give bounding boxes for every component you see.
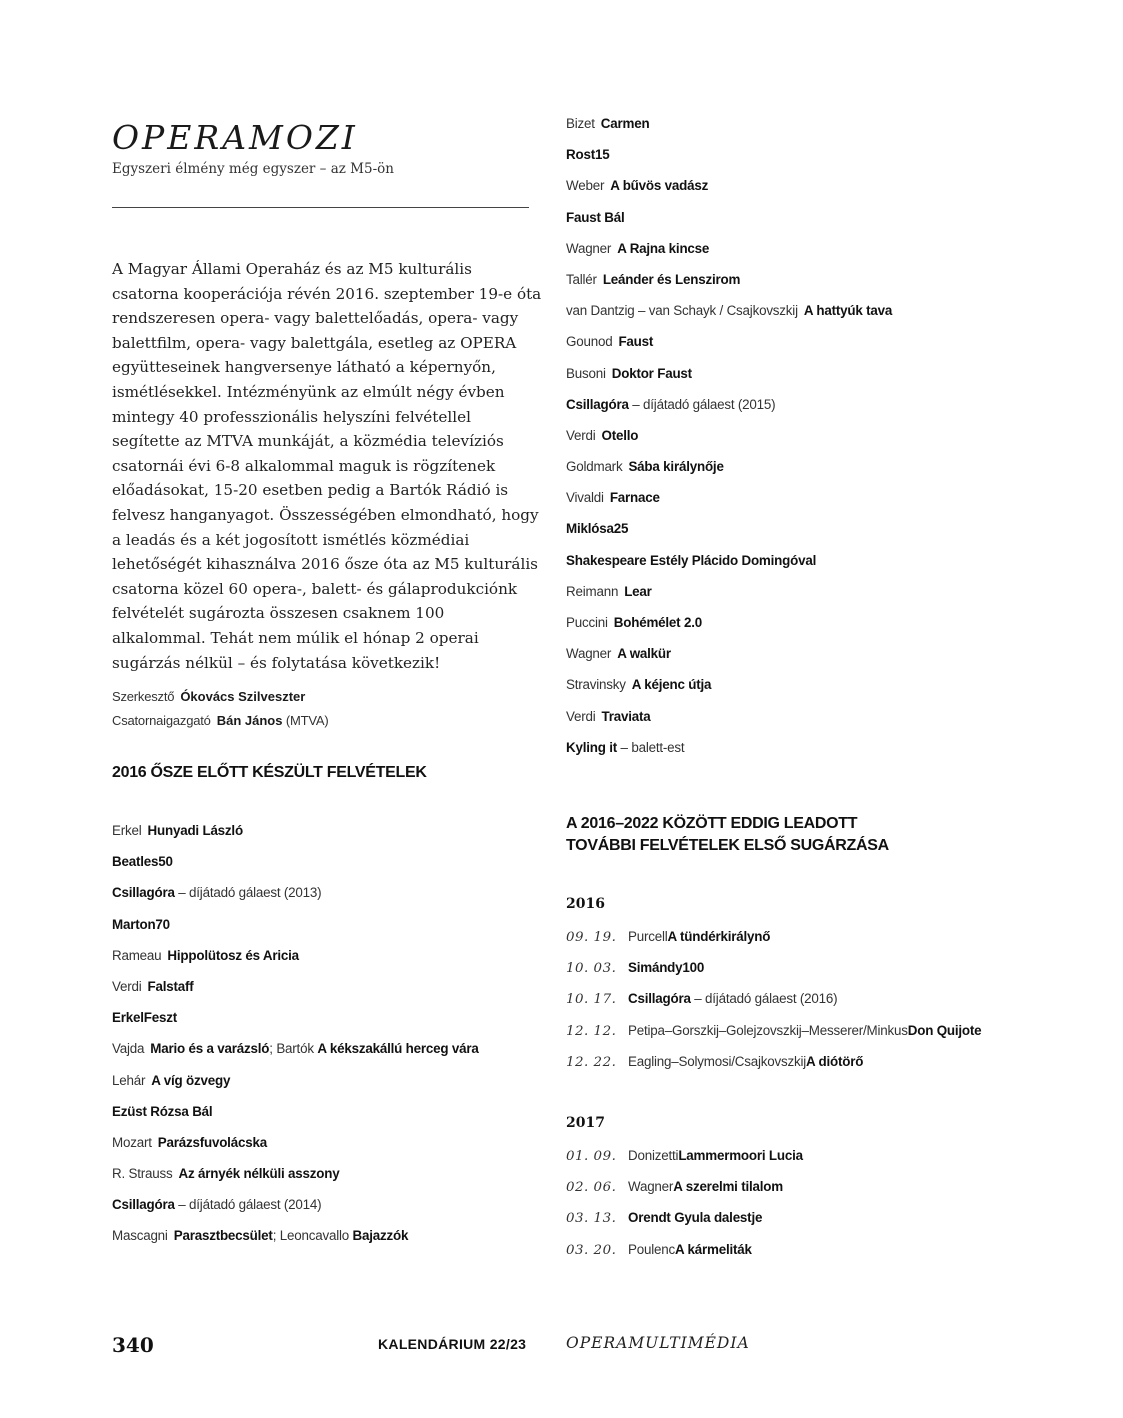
work-title: Sába királynője <box>628 459 724 475</box>
broadcast-date: 01. 09. <box>566 1149 617 1164</box>
work-title: Rost15 <box>566 147 610 163</box>
credit-label: Szerkesztő <box>112 689 175 704</box>
work-title: Csillagóra <box>112 1197 175 1213</box>
composer-or-note: Erkel <box>112 823 142 838</box>
work-title: Orendt Gyula dalestje <box>628 1210 763 1226</box>
list-item <box>566 926 1026 957</box>
composer-or-note: – díjátadó gálaest (2013) <box>174 885 322 901</box>
list-item <box>566 518 1026 549</box>
list-item <box>566 737 1026 768</box>
work-title: Lear <box>624 583 652 599</box>
composer-or-note: Busoni <box>566 365 606 381</box>
composer-or-note: Petipa–Gorszkij–Golejzovszkij–Messerer/Minkus <box>628 1022 908 1038</box>
credit-name: Ókovács Szilveszter <box>180 689 306 704</box>
credit-label: Csatornaigazgató <box>112 713 211 728</box>
work-title: Don Quijote <box>907 1022 982 1038</box>
list-item <box>566 1176 1026 1207</box>
list-item <box>566 175 1026 206</box>
list-item <box>566 331 1026 362</box>
broadcast-date: 02. 06. <box>566 1180 617 1196</box>
composer-or-note: ; Leoncavallo <box>272 1228 353 1244</box>
work-title: A kékszakállú herceg vára <box>317 1041 479 1057</box>
composer-or-note: Verdi <box>566 708 596 724</box>
work-title: A bűvös vadász <box>610 178 709 194</box>
work-title: A hattyúk tava <box>803 303 893 319</box>
composer-or-note: Bizet <box>566 116 595 131</box>
work-title: Faust <box>618 334 654 350</box>
recordings-list-continued <box>566 113 1026 768</box>
composer-or-note: Wagner <box>628 1179 674 1195</box>
list-item <box>566 550 1026 581</box>
header-block <box>112 118 532 177</box>
page-title: OPERAMOZI <box>112 118 358 157</box>
list-item <box>566 612 1026 643</box>
composer-or-note: Goldmark <box>566 459 623 475</box>
composer-or-note: Vajda <box>112 1041 145 1057</box>
broadcast-date: 10. 17. <box>566 992 617 1008</box>
composer-or-note: Eagling–Solymosi/Csajkovszkij <box>628 1053 807 1069</box>
list-item <box>566 1051 1026 1082</box>
list-item <box>566 269 1026 300</box>
work-title: Hunyadi László <box>147 823 243 838</box>
section-heading-pre-2016: 2016 ŐSZE ELŐTT KÉSZÜLT FELVÉTELEK <box>112 764 427 781</box>
list-item <box>112 1038 552 1069</box>
composer-or-note: Tallér <box>566 271 597 287</box>
composer-or-note: Purcell <box>628 929 668 944</box>
intro-paragraph: A Magyar Állami Operaház és az M5 kulturális csatorna kooperációja révén 2016. szeptember 19-e óta rendszeresen opera- vagy balettelőadás, opera- vagy balettfilm, opera- vagy balettgála, esetleg az OPERA együtteseinek hangversenye látható a képernyőn, ismétlésekkel. Intézményünk az elmúlt négy évben mintegy 40 professzionális helyszíni felvétellel segítette az MTVA munkáját, a közmédia televíziós csatornái évi 6-8 alkalommal maguk is rögzítenek előadásokat, 15-20 esetben pedig a Bartók Rádió is felvesz hanganyagot. Összességében elmondható, hogy a leadás és a két jogosított ismétlés közmédiai lehetőségét kihasználva 2016 ősze óta az M5 kulturális csatorna közel 60 opera-, balett- és gálaprodukciónk felvételét sugározta összesen csaknem 100 alkalommal. Tehát nem múlik el hónap 2 operai sugárzás nélkül – és folytatása következik! <box>112 260 542 672</box>
composer-or-note: R. Strauss <box>112 1166 173 1182</box>
work-title: Carmen <box>600 116 650 131</box>
credits <box>112 685 532 733</box>
work-title: Traviata <box>601 708 651 724</box>
list-item <box>112 1132 552 1163</box>
recordings-list-pre-2016 <box>112 820 552 1257</box>
work-title: A szerelmi tilalom <box>673 1179 783 1195</box>
work-title: Ezüst Rózsa Bál <box>112 1103 213 1119</box>
credit-name: Bán János <box>216 713 283 728</box>
work-title: Leánder és Lenszirom <box>602 271 741 287</box>
credit-suffix: (MTVA) <box>282 713 329 728</box>
broadcast-date: 10. 03. <box>566 961 617 977</box>
composer-or-note: Wagner <box>566 646 612 662</box>
work-title: Lammermoori Lucia <box>678 1148 803 1163</box>
section-heading-line: A 2016–2022 KÖZÖTT EDDIG LEADOTT <box>566 815 858 832</box>
composer-or-note: Lehár <box>112 1072 146 1088</box>
credit-editor <box>112 685 532 709</box>
work-title: Kyling it <box>566 739 618 755</box>
composer-or-note: Donizetti <box>628 1148 679 1163</box>
page-subtitle: Egyszeri élmény még egyszer – az M5-ön <box>112 161 394 177</box>
work-title: Csillagóra <box>566 396 629 412</box>
work-title: Farnace <box>609 490 660 506</box>
list-item <box>566 394 1026 425</box>
work-title: Parázsfuvolácska <box>157 1134 267 1150</box>
list-item <box>566 300 1026 331</box>
list-item <box>566 487 1026 518</box>
work-title: Csillagóra <box>628 991 691 1007</box>
list-item <box>566 425 1026 456</box>
list-item <box>566 238 1026 269</box>
work-title: Parasztbecsület <box>173 1228 273 1244</box>
broadcast-list-2017 <box>566 1145 1026 1270</box>
list-item <box>112 1101 552 1132</box>
work-title: Bohémélet 2.0 <box>613 615 702 630</box>
work-title: A walkür <box>617 646 671 662</box>
list-item <box>112 1070 552 1101</box>
list-item <box>566 113 1026 144</box>
composer-or-note: – balett-est <box>617 739 685 755</box>
composer-or-note: Gounod <box>566 334 613 350</box>
list-item <box>112 851 552 882</box>
work-title: Doktor Faust <box>611 365 692 381</box>
list-item <box>566 706 1026 737</box>
work-title: Simándy100 <box>628 960 705 976</box>
section-heading-line: TOVÁBBI FELVÉTELEK ELSŐ SUGÁRZÁSA <box>566 837 889 854</box>
credit-channel-director <box>112 709 532 733</box>
composer-or-note: Wagner <box>566 240 612 256</box>
list-item <box>112 820 552 851</box>
broadcast-date: 09. 19. <box>566 930 617 945</box>
work-title: Csillagóra <box>112 885 175 901</box>
list-item <box>112 1007 552 1038</box>
footer-section: OPERAMULTIMÉDIA <box>566 1334 750 1352</box>
list-item <box>112 882 552 913</box>
list-item <box>566 581 1026 612</box>
list-item <box>566 1145 1026 1176</box>
work-title: Shakespeare Estély Plácido Domingóval <box>566 552 817 568</box>
list-item <box>112 914 552 945</box>
composer-or-note: Mozart <box>112 1134 152 1150</box>
footer-publication: KALENDÁRIUM 22/23 <box>378 1336 527 1352</box>
list-item <box>566 643 1026 674</box>
header-divider <box>112 207 529 208</box>
list-item <box>566 957 1026 988</box>
work-title: A kéjenc útja <box>631 677 712 693</box>
list-item <box>566 1239 1026 1270</box>
list-item <box>566 456 1026 487</box>
composer-or-note: Rameau <box>112 947 162 963</box>
work-title: A víg özvegy <box>151 1072 231 1088</box>
work-title: Miklósa25 <box>566 521 629 537</box>
list-item <box>112 1194 552 1225</box>
work-title: Mario és a varázsló <box>150 1041 270 1057</box>
composer-or-note: Puccini <box>566 615 608 630</box>
work-title: A Rajna kincse <box>617 240 710 256</box>
list-item <box>112 976 552 1007</box>
composer-or-note: Reimann <box>566 583 619 599</box>
composer-or-note: Stravinsky <box>566 677 626 693</box>
list-item <box>566 207 1026 238</box>
work-title: A tündérkirálynő <box>667 929 771 944</box>
broadcast-list-2016 <box>566 926 1026 1082</box>
work-title: Bajazzók <box>352 1228 409 1244</box>
work-title: Az árnyék nélküli asszony <box>178 1166 340 1182</box>
work-title: Otello <box>601 427 639 443</box>
work-title: A diótörő <box>806 1053 864 1069</box>
broadcast-date: 03. 20. <box>566 1242 617 1258</box>
year-heading-2017: 2017 <box>566 1115 605 1131</box>
composer-or-note: Poulenc <box>628 1241 675 1257</box>
page-number: 340 <box>112 1333 154 1357</box>
work-title: Faust Bál <box>566 209 625 225</box>
composer-or-note: – díjátadó gálaest (2016) <box>690 991 838 1007</box>
list-item <box>566 363 1026 394</box>
composer-or-note: Weber <box>566 178 605 194</box>
list-item <box>566 1207 1026 1238</box>
composer-or-note: Verdi <box>112 978 142 994</box>
list-item <box>112 945 552 976</box>
broadcast-date: 12. 12. <box>566 1023 617 1039</box>
composer-or-note: Mascagni <box>112 1228 168 1244</box>
composer-or-note: ; Bartók <box>269 1041 318 1057</box>
composer-or-note: van Dantzig – van Schayk / Csajkovszkij <box>566 303 798 319</box>
composer-or-note: Vivaldi <box>566 490 604 506</box>
work-title: Beatles50 <box>112 854 173 870</box>
composer-or-note: – díjátadó gálaest (2015) <box>628 396 776 412</box>
year-heading-2016: 2016 <box>566 896 605 912</box>
broadcast-date: 12. 22. <box>566 1054 617 1070</box>
list-item <box>566 1020 1026 1051</box>
list-item <box>566 674 1026 705</box>
list-item <box>566 144 1026 175</box>
work-title: Falstaff <box>147 978 194 994</box>
composer-or-note: – díjátadó gálaest (2014) <box>174 1197 322 1213</box>
list-item <box>112 1163 552 1194</box>
work-title: Hippolütosz és Aricia <box>167 947 299 963</box>
list-item <box>112 1225 552 1256</box>
work-title: A kármeliták <box>675 1241 752 1257</box>
list-item <box>566 988 1026 1019</box>
composer-or-note: Verdi <box>566 427 596 443</box>
broadcast-date: 03. 13. <box>566 1211 617 1227</box>
work-title: Marton70 <box>112 916 170 932</box>
work-title: ErkelFeszt <box>112 1010 177 1026</box>
section-heading-2016-2022 <box>566 813 986 857</box>
